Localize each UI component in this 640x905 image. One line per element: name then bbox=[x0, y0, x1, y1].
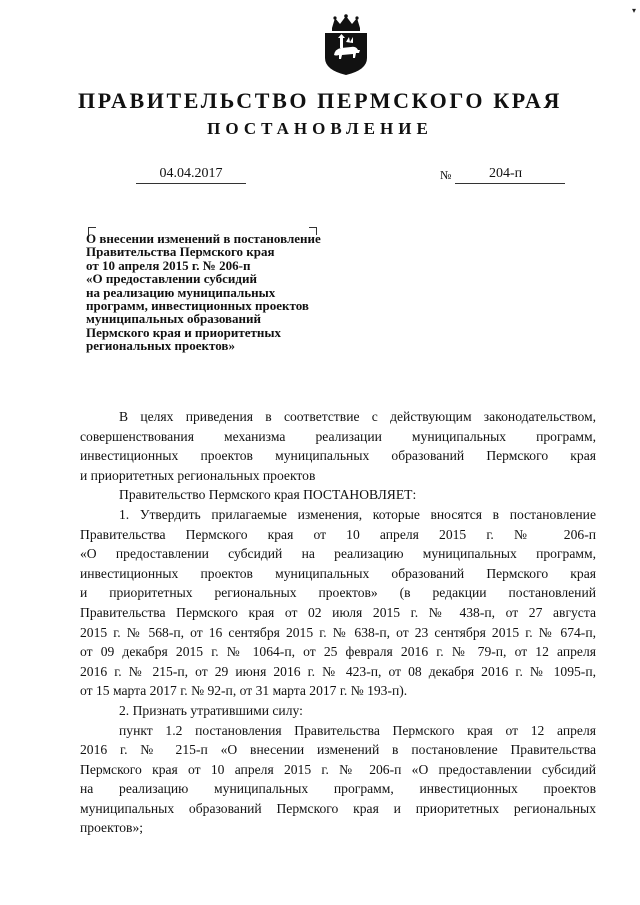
organization-title: ПРАВИТЕЛЬСТВО ПЕРМСКОГО КРАЯ bbox=[78, 88, 562, 113]
body-line: от 15 марта 2017 г. № 92-п, от 31 марта 2017 г. № 193-п). bbox=[80, 683, 408, 699]
number-label: № bbox=[440, 168, 452, 182]
subject-line: программ, инвестиционных проектов bbox=[86, 298, 309, 314]
body-line: 2016 г. № 215-п, от 29 июня 2016 г. № 423-п, от 08 декабря 2016 г. № 1095-п, bbox=[80, 663, 596, 679]
subject-line: муниципальных образований bbox=[86, 311, 262, 327]
subject-line: «О предоставлении субсидий bbox=[86, 271, 257, 287]
body-line: проектов»; bbox=[80, 820, 144, 836]
subject-line: О внесении изменений в постановление bbox=[86, 231, 321, 246]
body-line: от 09 декабря 2015 г. № 1064-п, от 25 февраля 2016 г. № 79-п, от 12 апреля bbox=[80, 644, 596, 660]
body-line: 2015 г. № 568-п, от 16 сентября 2015 г. № 638-п, от 23 сентября 2015 г. № 674-п, bbox=[80, 624, 596, 640]
body-line: и приоритетных региональных проектов» (в редакции постановлений bbox=[80, 585, 596, 601]
item-2-heading: 2. Признать утратившими силу: bbox=[119, 702, 303, 718]
resolves-line: Правительство Пермского края ПОСТАНОВЛЯЕТ: bbox=[119, 487, 417, 503]
subject-line: на реализацию муниципальных bbox=[86, 284, 276, 300]
document-subject bbox=[86, 232, 376, 353]
body-line: Правительства Пермского края от 10 апреля 2015 г. № 206-п bbox=[80, 526, 596, 542]
body-line: Пермского края от 10 апреля 2015 г. № 206-п «О предоставлении субсидий bbox=[80, 761, 596, 777]
body-line: инвестиционных проектов муниципальных образований Пермского края bbox=[80, 565, 596, 581]
body-line: «О предоставлении субсидий на реализацию муниципальных программ, bbox=[80, 546, 596, 562]
body-line: 1. Утвердить прилагаемые изменения, которые вносятся в постановление bbox=[119, 506, 596, 522]
body-line: инвестиционных проектов муниципальных образований Пермского края bbox=[80, 448, 596, 464]
item-2-point-paragraph bbox=[80, 721, 596, 839]
subject-line: Пермского края и приоритетных bbox=[86, 324, 282, 340]
subject-line: от 10 апреля 2015 г. № 206-п bbox=[86, 257, 251, 273]
body-line: Правительства Пермского края от 02 июля 2015 г. № 438-п, от 27 августа bbox=[80, 604, 596, 620]
body-line: В целях приведения в соответствие с действующим законодательством, bbox=[119, 409, 596, 424]
body-line: пункт 1.2 постановления Правительства Пермского края от 12 апреля bbox=[119, 722, 596, 738]
document-body bbox=[80, 407, 596, 838]
corner-mark: ▾ bbox=[631, 6, 636, 15]
document-number-field bbox=[455, 166, 565, 184]
body-line: на реализацию муниципальных программ, инвестиционных проектов bbox=[80, 781, 596, 797]
coat-of-arms-icon bbox=[322, 14, 370, 76]
item-1-paragraph bbox=[80, 505, 596, 701]
body-line: и приоритетных региональных проектов bbox=[80, 467, 316, 483]
preamble-paragraph bbox=[80, 407, 596, 485]
document-type: ПОСТАНОВЛЕНИЕ bbox=[207, 119, 433, 138]
document-number: 204-п bbox=[489, 166, 523, 181]
subject-line: региональных проектов» bbox=[86, 338, 235, 354]
body-line: совершенствования механизма реализации муниципальных программ, bbox=[80, 428, 596, 444]
body-line: 2016 г. № 215-п «О внесении изменений в постановление Правительства bbox=[80, 742, 596, 758]
subject-line: Правительства Пермского края bbox=[86, 244, 275, 260]
body-line: муниципальных образований Пермского края и приоритетных региональных bbox=[80, 800, 596, 816]
document-date: 04.04.2017 bbox=[136, 166, 246, 184]
